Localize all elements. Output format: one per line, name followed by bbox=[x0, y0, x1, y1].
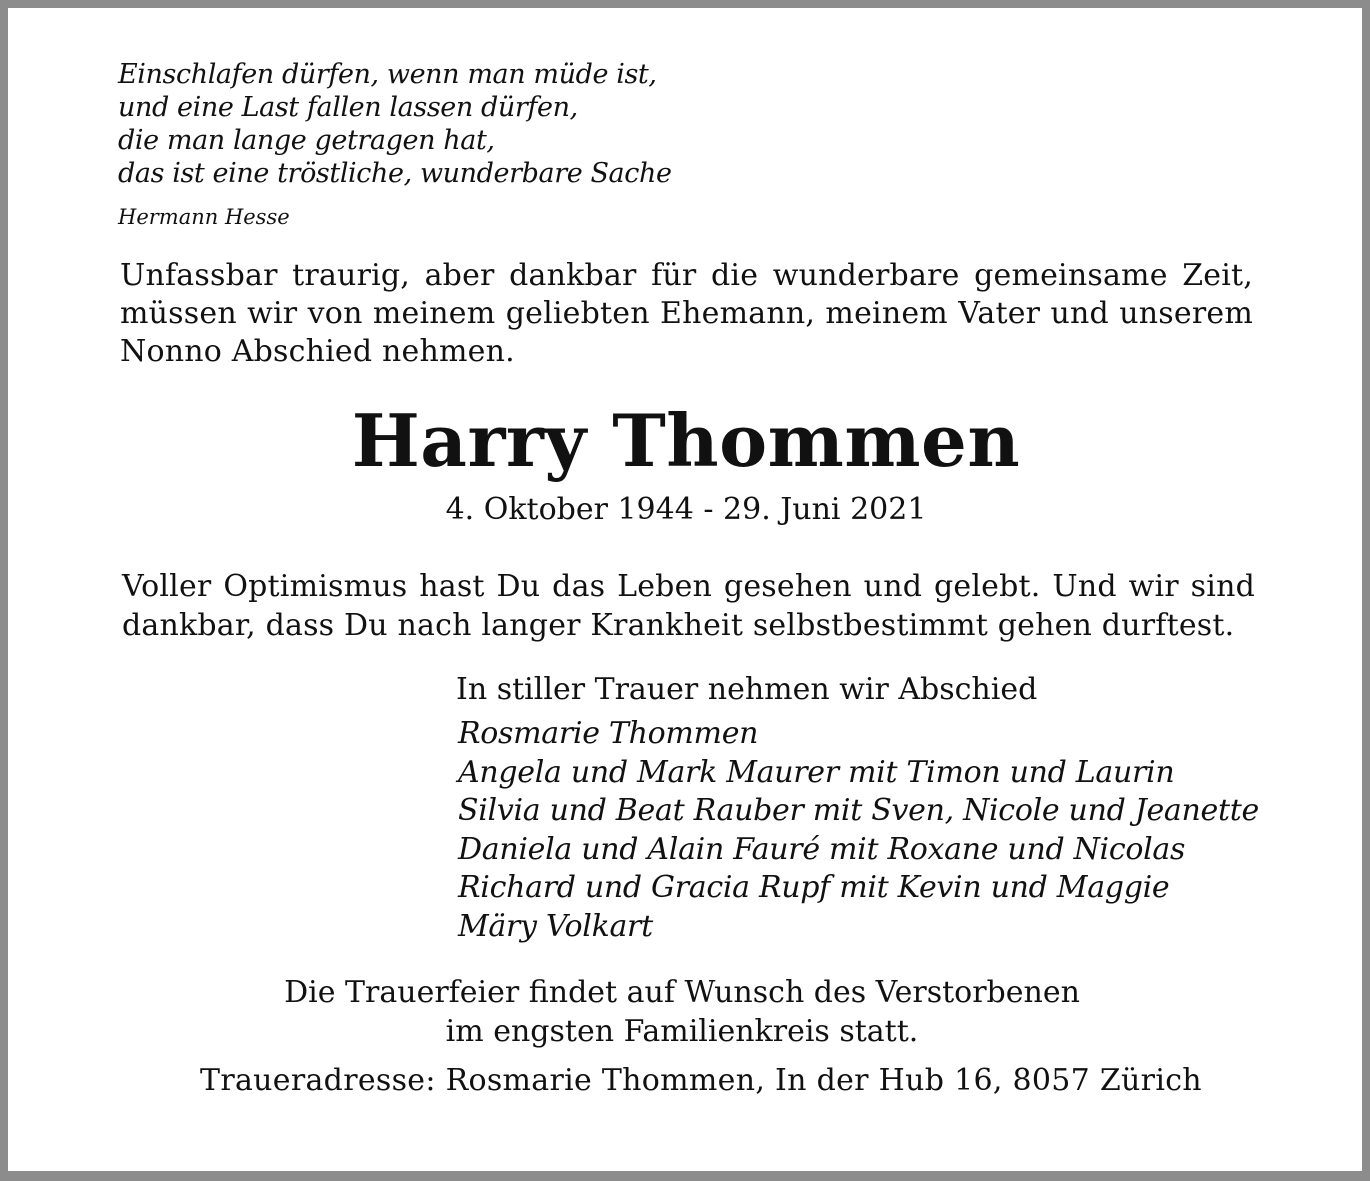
deceased-name: Harry Thommen bbox=[351, 398, 1021, 483]
tribute-paragraph: Voller Optimismus hast Du das Leben gesehen und gelebt. Und wir sind dankbar, dass Du nach langer Krankheit selbstbestimmt gehen durftest. bbox=[122, 569, 1255, 643]
mourners-list bbox=[458, 715, 1358, 946]
mourner-entry: Angela und Mark Maurer mit Timon und Laurin bbox=[458, 754, 1175, 790]
mourner-entry: Märy Volkart bbox=[458, 908, 653, 944]
epigraph-quote bbox=[118, 58, 818, 190]
mourner-entry: Richard und Gracia Rupf mit Kevin und Maggie bbox=[458, 870, 1170, 905]
mourner-entry: Daniela und Alain Fauré mit Roxane und Nicolas bbox=[458, 831, 1186, 867]
mourner-entry: Silvia und Beat Rauber mit Sven, Nicole und Jeanette bbox=[458, 793, 1259, 828]
mourning-address: Traueradresse: Rosmarie Thommen, In der Hub 16, 8057 Zürich bbox=[200, 1063, 1202, 1098]
intro-paragraph: Unfassbar traurig, aber dankbar für die wunderbare gemeinsame Zeit, müssen wir von meinem geliebten Ehemann, meinem Vater und unserem Nonno Abschied nehmen. bbox=[120, 258, 1253, 369]
life-dates: 4. Oktober 1944 - 29. Juni 2021 bbox=[445, 492, 927, 527]
quote-author: Hermann Hesse bbox=[118, 205, 290, 229]
funeral-notice bbox=[8, 973, 1356, 1051]
quote-line: das ist eine tröstliche, wunderbare Sache bbox=[118, 158, 672, 189]
quote-line: Einschlafen dürfen, wenn man müde ist, bbox=[118, 59, 657, 90]
funeral-notice-line: Die Trauerfeier findet auf Wunsch des Verstorbenen bbox=[284, 975, 1080, 1010]
quote-line: und eine Last fallen lassen dürfen, bbox=[118, 92, 578, 123]
mourners-heading: In stiller Trauer nehmen wir Abschied bbox=[456, 672, 1038, 707]
quote-line: die man lange getragen hat, bbox=[118, 125, 495, 156]
mourner-entry: Rosmarie Thommen bbox=[458, 716, 759, 751]
funeral-notice-line: im engsten Familienkreis statt. bbox=[445, 1014, 919, 1049]
